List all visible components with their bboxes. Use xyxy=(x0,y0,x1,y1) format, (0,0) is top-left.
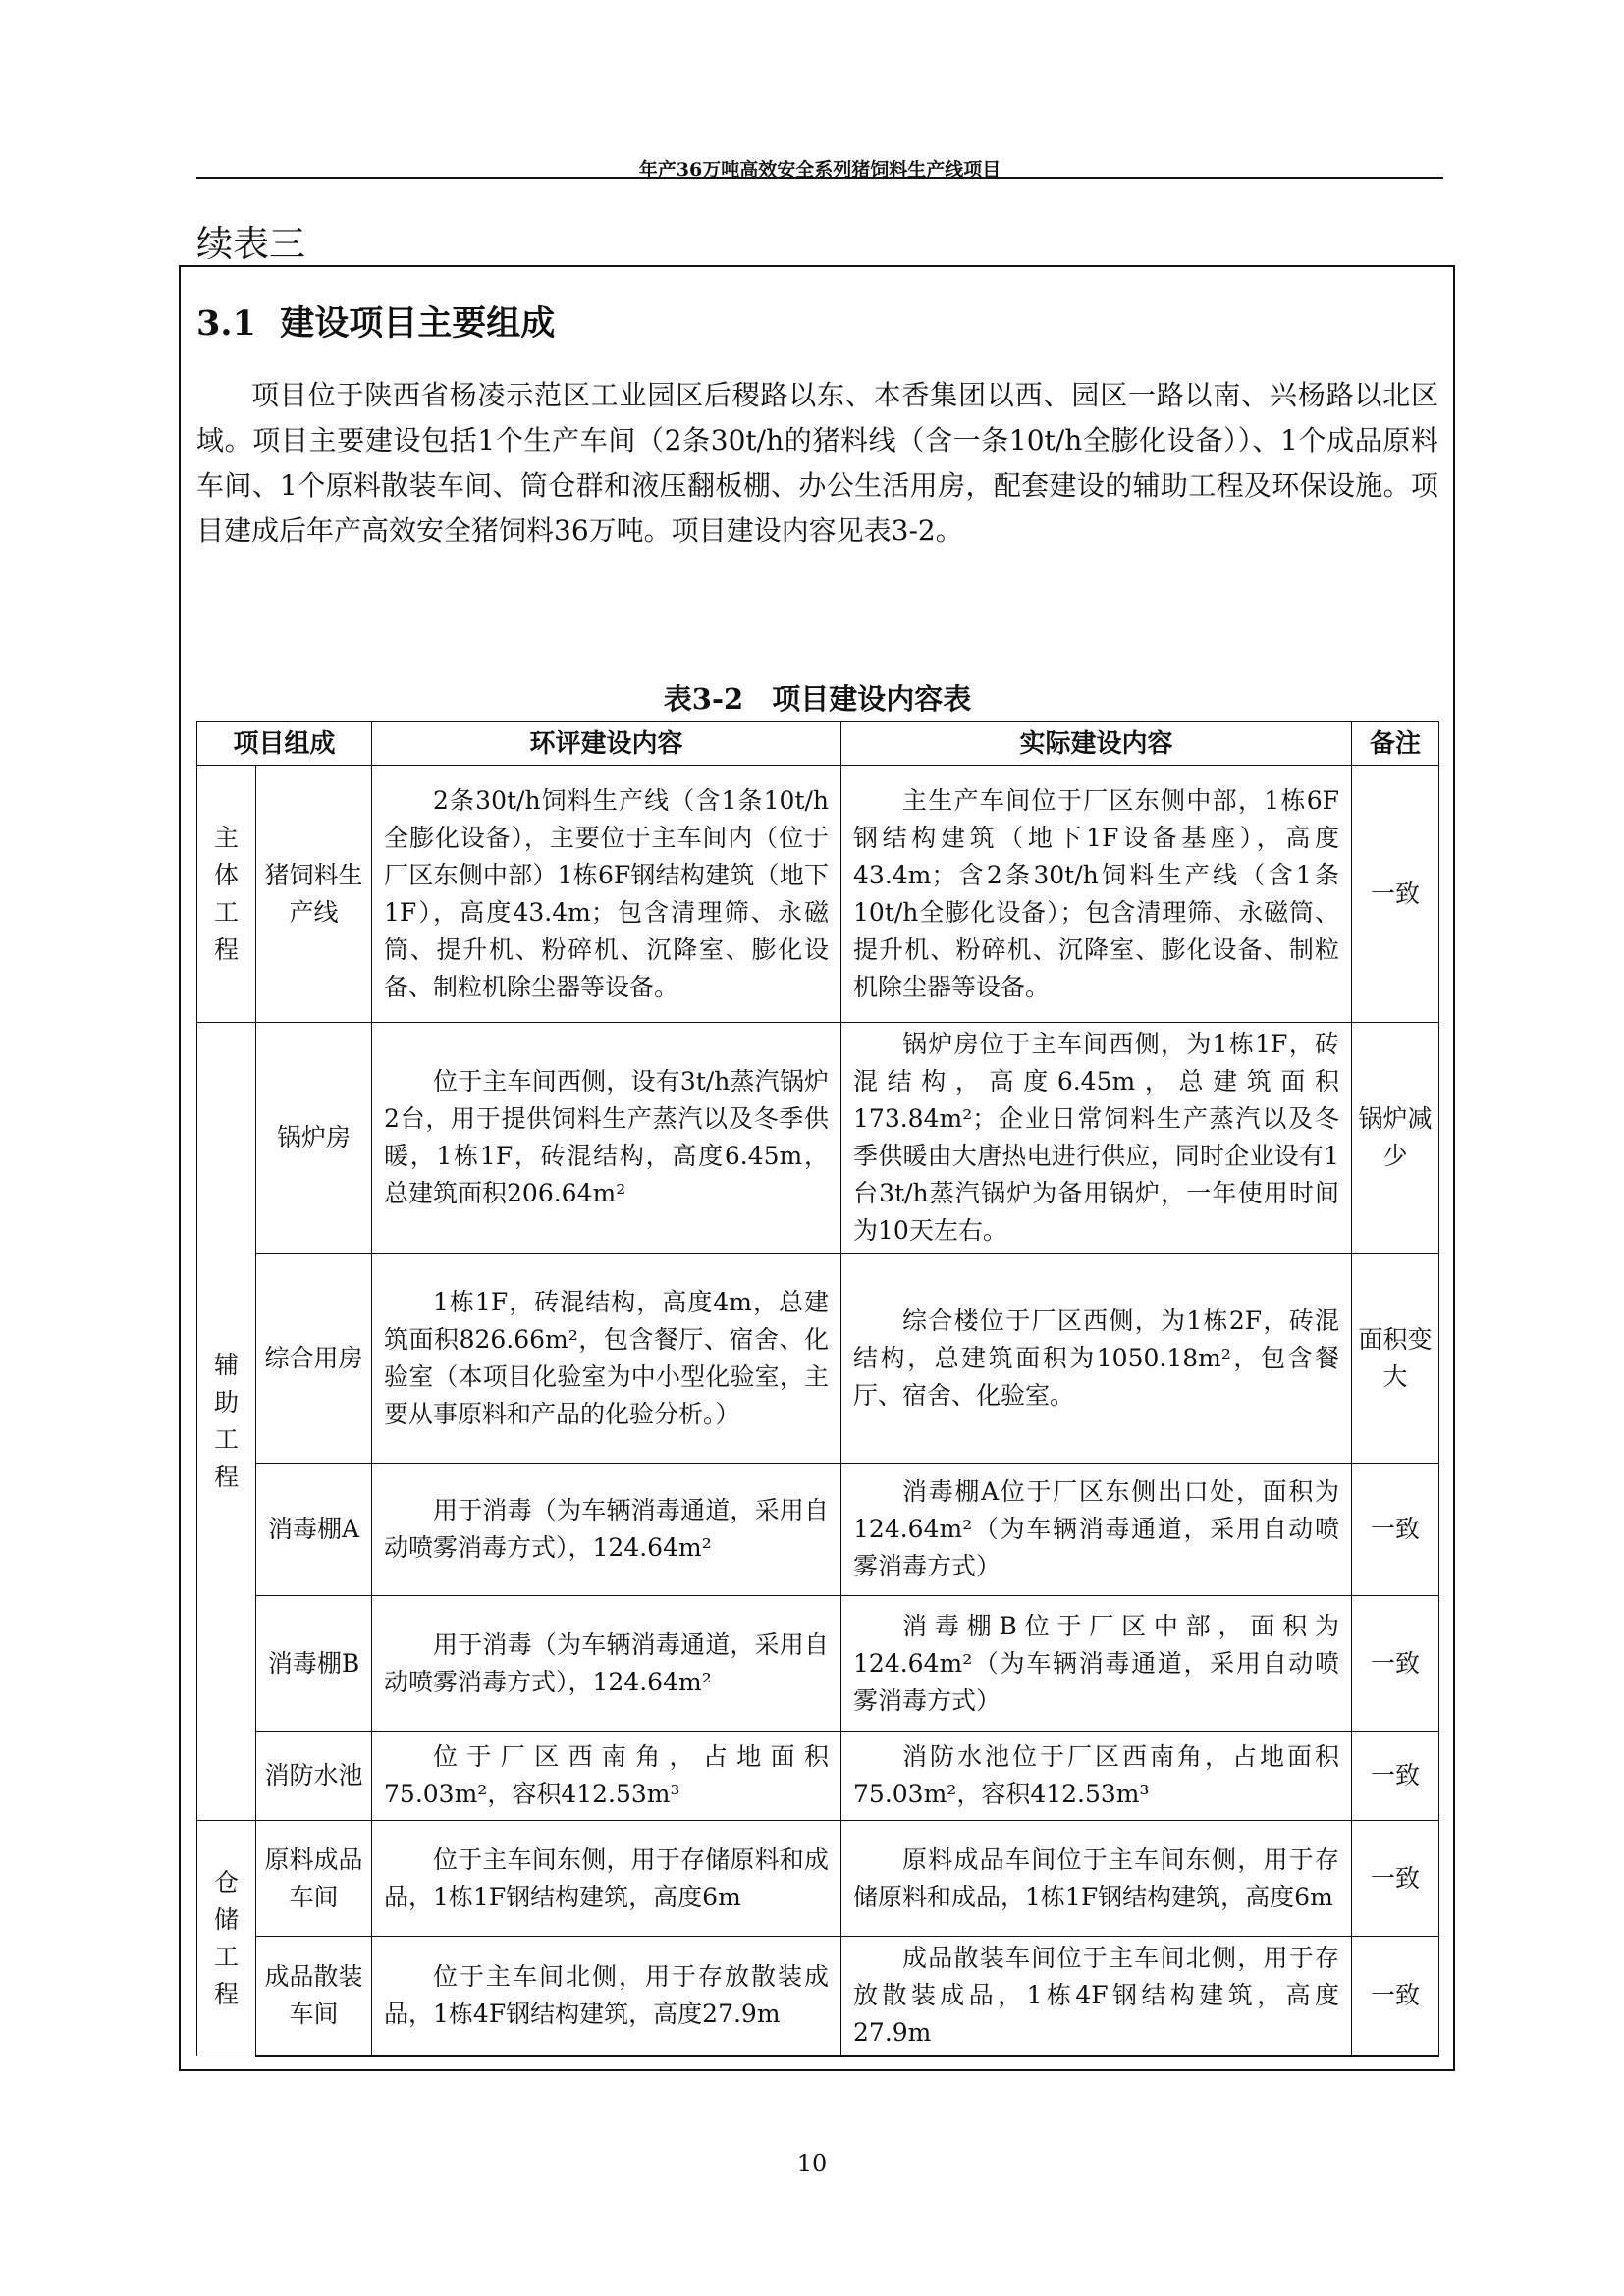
row-remark: 一致 xyxy=(1352,1821,1439,1937)
row-actual: 锅炉房位于主车间西侧，为1栋1F，砖混结构，高度6.45m，总建筑面积173.84m²；企业日常饲料生产蒸汽以及冬季供暖由大唐热电进行供应，同时企业设有1台3t/h蒸汽锅炉为备用锅炉，一年使用时间为10天左右。 xyxy=(841,1023,1352,1254)
header-actual: 实际建设内容 xyxy=(841,722,1352,766)
row-eia: 1栋1F，砖混结构，高度4m，总建筑面积826.66m²，包含餐厅、宿舍、化验室（本项目化验室为中小型化验室，主要从事原料和产品的化验分析。） xyxy=(372,1254,841,1464)
row-remark: 一致 xyxy=(1352,1596,1439,1732)
construction-content-table xyxy=(196,721,1439,2057)
row-item: 综合用房 xyxy=(256,1254,372,1464)
table-row xyxy=(197,1732,1439,1821)
row-remark: 面积变大 xyxy=(1352,1254,1439,1464)
row-remark: 一致 xyxy=(1352,1732,1439,1821)
row-actual: 原料成品车间位于主车间东侧，用于存储原料和成品，1栋1F钢结构建筑，高度6m xyxy=(841,1821,1352,1937)
row-eia: 位于厂区西南角，占地面积75.03m²，容积412.53m³ xyxy=(372,1732,841,1821)
row-item: 猪饲料生产线 xyxy=(256,766,372,1023)
intro-paragraph: 项目位于陕西省杨凌示范区工业园区后稷路以东、本香集团以西、园区一路以南、兴杨路以北区域。项目主要建设包括1个生产车间（2条30t/h的猪料线（含一条10t/h全膨化设备））、1个成品原料车间、1个原料散装车间、筒仓群和液压翻板棚、办公生活用房，配套建设的辅助工程及环保设施。项目建成后年产高效安全猪饲料36万吨。项目建设内容见表3-2。 xyxy=(196,379,1438,547)
group-storage: 仓储工程 xyxy=(197,1821,256,2056)
row-item: 消毒棚B xyxy=(256,1596,372,1732)
row-item: 消毒棚A xyxy=(256,1464,372,1596)
header-group: 项目组成 xyxy=(197,722,372,766)
section-heading: 建设项目主要组成 xyxy=(280,303,556,344)
row-actual: 主生产车间位于厂区东侧中部，1栋6F钢结构建筑（地下1F设备基座），高度43.4m；含2条30t/h饲料生产线（含1条10t/h全膨化设备）；包含清理筛、永磁筒、提升机、粉碎机、沉降室、膨化设备、制粒机除尘器等设备。 xyxy=(841,766,1352,1023)
header-eia: 环评建设内容 xyxy=(372,722,841,766)
table-row xyxy=(197,1023,1439,1254)
table-row xyxy=(197,1821,1439,1937)
row-actual: 消毒棚A位于厂区东侧出口处，面积为124.64m²（为车辆消毒通道，采用自动喷雾消毒方式） xyxy=(841,1464,1352,1596)
row-eia: 位于主车间东侧，用于存储原料和成品，1栋1F钢结构建筑，高度6m xyxy=(372,1821,841,1937)
row-eia: 位于主车间西侧，设有3t/h蒸汽锅炉2台，用于提供饲料生产蒸汽以及冬季供暖，1栋1F，砖混结构，高度6.45m，总建筑面积206.64m² xyxy=(372,1023,841,1254)
header-rule xyxy=(196,177,1443,179)
document-header: 年产36万吨高效安全系列猪饲料生产线项目 xyxy=(638,159,1001,181)
group-aux: 辅助工程 xyxy=(197,1023,256,1821)
row-remark: 一致 xyxy=(1352,766,1439,1023)
row-eia: 位于主车间北侧，用于存放散装成品，1栋4F钢结构建筑，高度27.9m xyxy=(372,1937,841,2056)
row-eia: 用于消毒（为车辆消毒通道，采用自动喷雾消毒方式），124.64m² xyxy=(372,1464,841,1596)
row-remark: 一致 xyxy=(1352,1937,1439,2056)
row-item: 成品散装车间 xyxy=(256,1937,372,2056)
row-actual: 消防水池位于厂区西南角，占地面积75.03m²，容积412.53m³ xyxy=(841,1732,1352,1821)
table-row xyxy=(197,1596,1439,1732)
row-item: 锅炉房 xyxy=(256,1023,372,1254)
header-remark: 备注 xyxy=(1352,722,1439,766)
row-actual: 消毒棚B位于厂区中部，面积为124.64m²（为车辆消毒通道，采用自动喷雾消毒方式） xyxy=(841,1596,1352,1732)
page-number: 10 xyxy=(796,2150,828,2177)
table-row xyxy=(197,1937,1439,2056)
row-remark: 一致 xyxy=(1352,1464,1439,1596)
row-remark: 锅炉减少 xyxy=(1352,1023,1439,1254)
row-actual: 成品散装车间位于主车间北侧，用于存放散装成品，1栋4F钢结构建筑，高度27.9m xyxy=(841,1937,1352,2056)
row-eia: 2条30t/h饲料生产线（含1条10t/h全膨化设备），主要位于主车间内（位于厂区东侧中部）1栋6F钢结构建筑（地下1F），高度43.4m；包含清理筛、永磁筒、提升机、粉碎机、沉降室、膨化设备、制粒机除尘器等设备。 xyxy=(372,766,841,1023)
table-caption: 表3-2 项目建设内容表 xyxy=(663,682,972,716)
continuation-title: 续表三 xyxy=(196,223,305,265)
table-row xyxy=(197,1254,1439,1464)
table-row xyxy=(197,1464,1439,1596)
row-eia: 用于消毒（为车辆消毒通道，采用自动喷雾消毒方式），124.64m² xyxy=(372,1596,841,1732)
group-main: 主体工程 xyxy=(197,766,256,1023)
section-number: 3.1 xyxy=(196,303,256,344)
section-title xyxy=(196,296,555,346)
row-item: 原料成品车间 xyxy=(256,1821,372,1937)
row-actual: 综合楼位于厂区西侧，为1栋2F，砖混结构，总建筑面积为1050.18m²，包含餐厅、宿舍、化验室。 xyxy=(841,1254,1352,1464)
row-item: 消防水池 xyxy=(256,1732,372,1821)
table-header-row xyxy=(197,722,1439,766)
table-row xyxy=(197,766,1439,1023)
